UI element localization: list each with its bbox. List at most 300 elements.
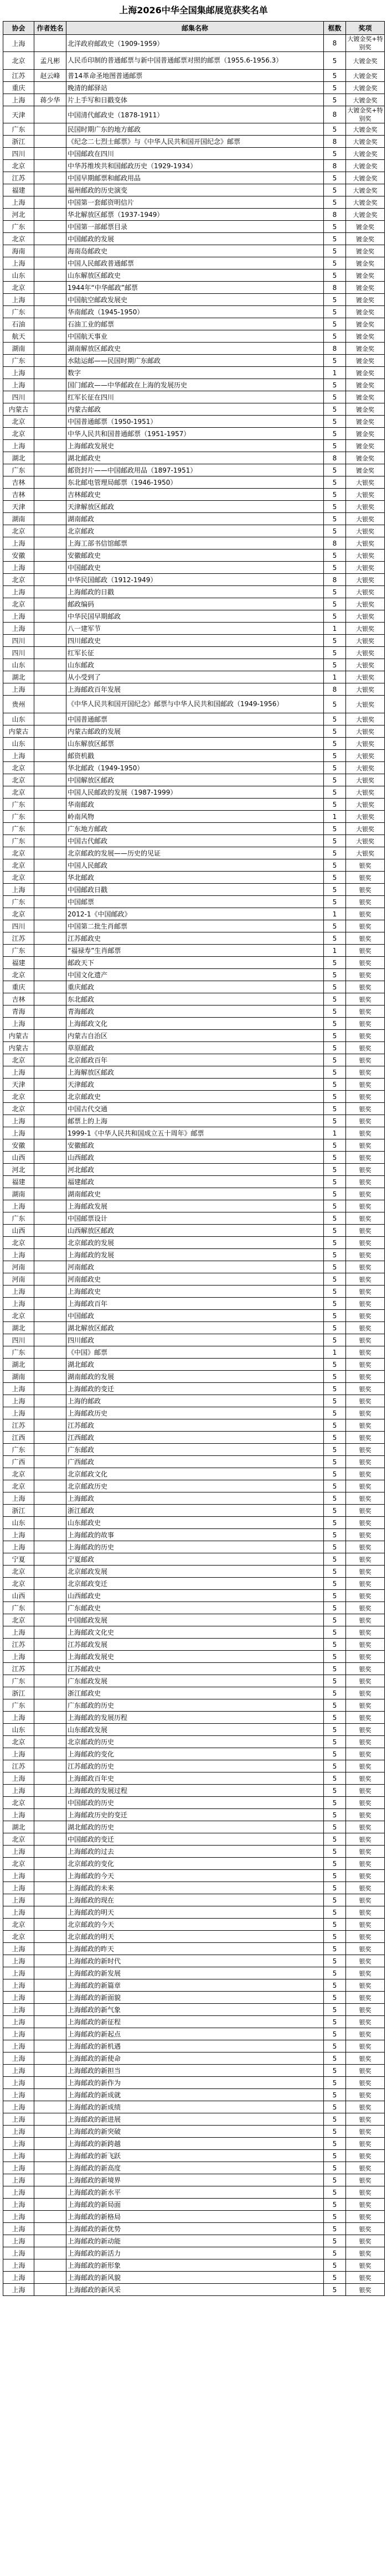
cell-award: 银奖 (346, 1152, 385, 1164)
cell-frames: 5 (324, 306, 346, 318)
cell-award: 镀金奖 (346, 306, 385, 318)
table-row (3, 2101, 385, 2113)
table-row (3, 330, 385, 343)
cell-award: 银奖 (346, 1286, 385, 1298)
cell-exhibit-name: 江苏邮政 (66, 1419, 324, 1432)
cell-frames: 5 (324, 52, 346, 70)
cell-exhibit-name: 中国古代邮政 (66, 835, 324, 847)
cell-award: 大银奖 (346, 635, 385, 647)
cell-exhibit-name: 山西解放区邮政 (66, 1225, 324, 1237)
cell-exhibit-name: 湖南邮政的发展 (66, 1371, 324, 1383)
cell-frames: 5 (324, 1578, 346, 1590)
cell-award: 银奖 (346, 1882, 385, 1894)
cell-author (34, 2162, 66, 2174)
cell-award: 银奖 (346, 1346, 385, 1359)
cell-association: 海南 (3, 245, 34, 257)
cell-award: 银奖 (346, 2040, 385, 2052)
cell-award: 银奖 (346, 908, 385, 920)
cell-author (34, 1042, 66, 1054)
table-row (3, 1979, 385, 1992)
cell-author (34, 562, 66, 574)
cell-exhibit-name: 上海邮政的新风采 (66, 2284, 324, 2296)
cell-author (34, 635, 66, 647)
cell-association: 江苏 (3, 172, 34, 184)
cell-author (34, 452, 66, 464)
cell-author (34, 2186, 66, 2199)
cell-award: 大银奖 (346, 647, 385, 659)
table-row (3, 1748, 385, 1760)
table-row (3, 403, 385, 416)
cell-frames: 5 (324, 1091, 346, 1103)
cell-frames: 5 (324, 1712, 346, 1724)
cell-frames: 5 (324, 2162, 346, 2174)
cell-association: 四川 (3, 148, 34, 160)
cell-association: 上海 (3, 623, 34, 635)
cell-award: 大镀金奖 (346, 209, 385, 221)
cell-award: 镀金奖 (346, 318, 385, 330)
table-row (3, 738, 385, 750)
cell-author (34, 513, 66, 525)
cell-award: 镀金奖 (346, 416, 385, 428)
cell-association: 北京 (3, 1833, 34, 1846)
cell-association: 上海 (3, 1882, 34, 1894)
cell-author (34, 1943, 66, 1955)
cell-award: 银奖 (346, 981, 385, 993)
cell-frames: 5 (324, 1468, 346, 1480)
cell-association: 广东 (3, 811, 34, 823)
cell-frames: 5 (324, 969, 346, 981)
table-row (3, 1152, 385, 1164)
cell-author (34, 981, 66, 993)
table-row (3, 1955, 385, 1967)
table-row (3, 318, 385, 330)
cell-author (34, 2138, 66, 2150)
cell-exhibit-name: 中国普通邮票 (66, 713, 324, 725)
cell-exhibit-name: 上海邮政的新成绩 (66, 2101, 324, 2113)
cell-association: 江苏 (3, 1419, 34, 1432)
cell-award: 大银奖 (346, 750, 385, 762)
table-row (3, 106, 385, 123)
cell-award: 银奖 (346, 1115, 385, 1127)
cell-exhibit-name: 北京邮政 (66, 525, 324, 537)
cell-frames: 1 (324, 1127, 346, 1139)
cell-association: 江苏 (3, 932, 34, 945)
cell-frames: 5 (324, 738, 346, 750)
table-row (3, 428, 385, 440)
cell-exhibit-name: 邮资机戳 (66, 750, 324, 762)
table-row (3, 2259, 385, 2272)
cell-exhibit-name: 江苏邮政史 (66, 1663, 324, 1675)
cell-frames: 5 (324, 1139, 346, 1152)
cell-association: 上海 (3, 1870, 34, 1882)
cell-association: 吉林 (3, 993, 34, 1005)
cell-association: 上海 (3, 1298, 34, 1310)
cell-frames: 5 (324, 1054, 346, 1066)
cell-association: 上海 (3, 1979, 34, 1992)
cell-association: 上海 (3, 2101, 34, 2113)
cell-author (34, 1054, 66, 1066)
cell-author (34, 318, 66, 330)
cell-exhibit-name: 华南邮政（1945-1950） (66, 306, 324, 318)
cell-exhibit-name: 水陆运邮——民国时期广东邮政 (66, 355, 324, 367)
table-row (3, 1322, 385, 1334)
cell-frames: 5 (324, 1566, 346, 1578)
table-row (3, 2089, 385, 2101)
cell-author (34, 823, 66, 835)
cell-association: 宁夏 (3, 1553, 34, 1566)
cell-author (34, 106, 66, 123)
cell-exhibit-name: 片上手写和日戳变体 (66, 94, 324, 106)
cell-association: 上海 (3, 1249, 34, 1261)
cell-exhibit-name: 上海邮政百年史 (66, 1772, 324, 1785)
cell-author (34, 1578, 66, 1590)
cell-association: 上海 (3, 1992, 34, 2004)
table-row (3, 945, 385, 957)
cell-frames: 5 (324, 696, 346, 713)
cell-exhibit-name: 湖北邮政 (66, 1359, 324, 1371)
table-row (3, 1054, 385, 1066)
cell-frames: 5 (324, 1724, 346, 1736)
cell-association: 吉林 (3, 489, 34, 501)
table-row (3, 908, 385, 920)
cell-award: 银奖 (346, 920, 385, 932)
cell-author (34, 1675, 66, 1687)
table-row (3, 1407, 385, 1419)
cell-author (34, 440, 66, 452)
cell-author (34, 306, 66, 318)
cell-award: 银奖 (346, 1054, 385, 1066)
cell-frames: 5 (324, 1785, 346, 1797)
cell-author (34, 196, 66, 209)
cell-author (34, 574, 66, 586)
table-row (3, 2016, 385, 2028)
cell-author (34, 696, 66, 713)
table-row (3, 562, 385, 574)
table-row (3, 476, 385, 489)
cell-author (34, 2150, 66, 2162)
table-row (3, 537, 385, 550)
table-row (3, 1517, 385, 1529)
cell-author (34, 2247, 66, 2259)
cell-author (34, 623, 66, 635)
cell-frames: 5 (324, 2247, 346, 2259)
table-row (3, 1103, 385, 1115)
cell-exhibit-name: 浙江邮政 (66, 1505, 324, 1517)
table-row (3, 1760, 385, 1772)
cell-exhibit-name: 中国人民邮政普通邮票 (66, 257, 324, 269)
cell-author (34, 1079, 66, 1091)
cell-author (34, 2174, 66, 2186)
cell-author (34, 586, 66, 598)
cell-frames: 1 (324, 908, 346, 920)
cell-exhibit-name: 上海邮政的变迁 (66, 1383, 324, 1395)
cell-award: 银奖 (346, 1626, 385, 1639)
cell-association: 四川 (3, 635, 34, 647)
table-row (3, 774, 385, 786)
cell-award: 银奖 (346, 1066, 385, 1079)
cell-frames: 5 (324, 1176, 346, 1188)
cell-frames: 5 (324, 1225, 346, 1237)
cell-exhibit-name: 东北邮电管理局邮票（1946-1950） (66, 476, 324, 489)
cell-frames: 5 (324, 847, 346, 859)
cell-award: 大镀金奖 (346, 82, 385, 94)
cell-award: 大银奖 (346, 501, 385, 513)
cell-award: 银奖 (346, 1005, 385, 1018)
cell-award: 银奖 (346, 2138, 385, 2150)
cell-award: 银奖 (346, 1943, 385, 1955)
cell-author (34, 1517, 66, 1529)
cell-frames: 5 (324, 355, 346, 367)
cell-frames: 5 (324, 2028, 346, 2040)
table-row (3, 2211, 385, 2223)
table-row (3, 799, 385, 811)
cell-association: 北京 (3, 1480, 34, 1492)
cell-exhibit-name: 广东邮政的历史 (66, 1699, 324, 1712)
cell-exhibit-name: 中国古代交通 (66, 1103, 324, 1115)
cell-association: 上海 (3, 1955, 34, 1967)
cell-award: 银奖 (346, 1273, 385, 1286)
cell-frames: 5 (324, 1066, 346, 1079)
cell-frames: 5 (324, 2223, 346, 2235)
cell-association: 上海 (3, 2016, 34, 2028)
cell-award: 银奖 (346, 1712, 385, 1724)
table-row (3, 294, 385, 306)
table-row (3, 1687, 385, 1699)
cell-exhibit-name: 上海邮政的新高度 (66, 2162, 324, 2174)
table-row (3, 1639, 385, 1651)
table-row (3, 635, 385, 647)
cell-frames: 5 (324, 1846, 346, 1858)
table-row (3, 725, 385, 738)
cell-association: 北京 (3, 160, 34, 172)
cell-author (34, 391, 66, 403)
cell-association: 上海 (3, 2150, 34, 2162)
cell-exhibit-name: 上海邮政的新跨越 (66, 2138, 324, 2150)
cell-award: 大镀金奖+特别奖 (346, 35, 385, 52)
cell-frames: 5 (324, 1663, 346, 1675)
cell-exhibit-name: 上海邮政的新面貌 (66, 1992, 324, 2004)
cell-author (34, 1553, 66, 1566)
cell-award: 银奖 (346, 1334, 385, 1346)
cell-exhibit-name: 内蒙古邮政的发展 (66, 725, 324, 738)
cell-author (34, 1602, 66, 1614)
cell-association: 北京 (3, 282, 34, 294)
cell-exhibit-name: 中华民国早期邮政 (66, 610, 324, 623)
cell-exhibit-name: 中国早期邮票和邮政用品 (66, 172, 324, 184)
cell-frames: 5 (324, 94, 346, 106)
cell-author (34, 221, 66, 233)
cell-exhibit-name: 民国时期广东的地方邮政 (66, 123, 324, 136)
cell-exhibit-name: 中国第一部邮票目录 (66, 221, 324, 233)
cell-association: 上海 (3, 1066, 34, 1079)
table-row (3, 1809, 385, 1821)
cell-author (34, 1736, 66, 1748)
table-row (3, 464, 385, 476)
cell-association: 内蒙古 (3, 725, 34, 738)
cell-award: 大银奖 (346, 799, 385, 811)
cell-association: 上海 (3, 367, 34, 379)
cell-author (34, 35, 66, 52)
cell-frames: 8 (324, 574, 346, 586)
cell-frames: 5 (324, 1748, 346, 1760)
cell-association: 北京 (3, 598, 34, 610)
table-row (3, 355, 385, 367)
cell-frames: 1 (324, 623, 346, 635)
table-header-row (3, 22, 385, 35)
cell-association: 上海 (3, 1651, 34, 1663)
cell-frames: 5 (324, 1042, 346, 1054)
cell-award: 银奖 (346, 1651, 385, 1663)
cell-frames: 5 (324, 1931, 346, 1943)
cell-author (34, 2284, 66, 2296)
cell-award: 大银奖 (346, 659, 385, 671)
cell-exhibit-name: 北京邮政的变化 (66, 1858, 324, 1870)
cell-frames: 5 (324, 1456, 346, 1468)
cell-author (34, 1760, 66, 1772)
cell-award: 大银奖 (346, 586, 385, 598)
cell-exhibit-name: 上海邮政的新形象 (66, 2259, 324, 2272)
cell-association: 广东 (3, 1675, 34, 1687)
cell-author (34, 2016, 66, 2028)
cell-frames: 5 (324, 1797, 346, 1809)
cell-frames: 5 (324, 2259, 346, 2272)
cell-author (34, 1188, 66, 1200)
cell-award: 银奖 (346, 2259, 385, 2272)
cell-exhibit-name: 人民币印制的普通邮票与新中国普通邮票对照的邮票（1955.6-1956.3） (66, 52, 324, 70)
cell-award: 大银奖 (346, 683, 385, 696)
cell-frames: 5 (324, 1480, 346, 1492)
cell-author (34, 1919, 66, 1931)
cell-award: 银奖 (346, 2004, 385, 2016)
cell-association: 江苏 (3, 1760, 34, 1772)
cell-frames: 5 (324, 403, 346, 416)
cell-frames: 5 (324, 1286, 346, 1298)
cell-exhibit-name: 上海邮政的现在 (66, 1894, 324, 1906)
table-row (3, 379, 385, 391)
cell-author (34, 725, 66, 738)
cell-author (34, 355, 66, 367)
cell-association: 贵州 (3, 696, 34, 713)
cell-award: 银奖 (346, 1809, 385, 1821)
cell-association: 上海 (3, 1200, 34, 1212)
table-row (3, 1212, 385, 1225)
cell-author (34, 1139, 66, 1152)
table-row (3, 1334, 385, 1346)
cell-author (34, 1785, 66, 1797)
cell-exhibit-name: 普14革命圣地图普通邮票 (66, 70, 324, 82)
cell-exhibit-name: 数字 (66, 367, 324, 379)
cell-association: 浙江 (3, 1505, 34, 1517)
cell-frames: 5 (324, 1310, 346, 1322)
cell-author (34, 294, 66, 306)
cell-association: 上海 (3, 2223, 34, 2235)
cell-award: 镀金奖 (346, 343, 385, 355)
cell-author (34, 1152, 66, 1164)
cell-frames: 5 (324, 2150, 346, 2162)
cell-exhibit-name: 中国邮政在四川 (66, 148, 324, 160)
cell-frames: 5 (324, 1334, 346, 1346)
cell-frames: 5 (324, 1419, 346, 1432)
cell-frames: 5 (324, 786, 346, 799)
table-row (3, 2028, 385, 2040)
cell-frames: 5 (324, 1882, 346, 1894)
header-author: 作者姓名 (34, 22, 66, 35)
cell-award: 银奖 (346, 2150, 385, 2162)
cell-association: 河南 (3, 1273, 34, 1286)
cell-frames: 5 (324, 1529, 346, 1541)
cell-exhibit-name: 上海的邮政 (66, 1395, 324, 1407)
cell-frames: 5 (324, 884, 346, 896)
cell-award: 银奖 (346, 1748, 385, 1760)
cell-exhibit-name: “福禄寿”生肖邮票 (66, 945, 324, 957)
cell-association: 上海 (3, 537, 34, 550)
cell-exhibit-name: 2012-1《中国邮政》 (66, 908, 324, 920)
cell-award: 银奖 (346, 2028, 385, 2040)
cell-author (34, 1614, 66, 1626)
cell-exhibit-name: 上海邮政的发展 (66, 1249, 324, 1261)
cell-author (34, 598, 66, 610)
cell-award: 银奖 (346, 1322, 385, 1334)
cell-frames: 5 (324, 1541, 346, 1553)
cell-award: 镀金奖 (346, 245, 385, 257)
cell-exhibit-name: 中国邮票 (66, 896, 324, 908)
cell-award: 银奖 (346, 2211, 385, 2223)
cell-association: 上海 (3, 2199, 34, 2211)
cell-author (34, 550, 66, 562)
cell-exhibit-name: 中国邮政 (66, 1310, 324, 1322)
cell-association: 福建 (3, 957, 34, 969)
table-row (3, 1858, 385, 1870)
cell-association: 上海 (3, 196, 34, 209)
table-row (3, 1712, 385, 1724)
cell-exhibit-name: 中国邮政的历史 (66, 1797, 324, 1809)
table-row (3, 2004, 385, 2016)
cell-award: 镀金奖 (346, 330, 385, 343)
cell-exhibit-name: 中国邮票设计 (66, 1212, 324, 1225)
cell-exhibit-name: 青海邮政 (66, 1005, 324, 1018)
cell-award: 银奖 (346, 2162, 385, 2174)
cell-association: 上海 (3, 1127, 34, 1139)
cell-association: 北京 (3, 1091, 34, 1103)
cell-author (34, 799, 66, 811)
cell-frames: 5 (324, 1018, 346, 1030)
cell-award: 银奖 (346, 1383, 385, 1395)
cell-author (34, 1383, 66, 1395)
table-row (3, 610, 385, 623)
cell-frames: 5 (324, 1517, 346, 1529)
cell-award: 银奖 (346, 1188, 385, 1200)
cell-association: 北京 (3, 1237, 34, 1249)
cell-association: 广东 (3, 945, 34, 957)
cell-author (34, 610, 66, 623)
table-row (3, 713, 385, 725)
cell-award: 银奖 (346, 1419, 385, 1432)
cell-author (34, 1699, 66, 1712)
cell-frames: 5 (324, 1079, 346, 1091)
cell-frames: 5 (324, 2113, 346, 2126)
table-row (3, 647, 385, 659)
cell-author (34, 257, 66, 269)
cell-exhibit-name: 内蒙古邮政 (66, 403, 324, 416)
cell-award: 银奖 (346, 1566, 385, 1578)
cell-exhibit-name: 邮政天下 (66, 957, 324, 969)
cell-exhibit-name: 上海解放区邮政 (66, 1066, 324, 1079)
cell-exhibit-name: 北京邮政的明天 (66, 1931, 324, 1943)
table-row (3, 884, 385, 896)
table-row (3, 1505, 385, 1517)
cell-frames: 5 (324, 513, 346, 525)
cell-exhibit-name: 中国邮政的变迁 (66, 1833, 324, 1846)
